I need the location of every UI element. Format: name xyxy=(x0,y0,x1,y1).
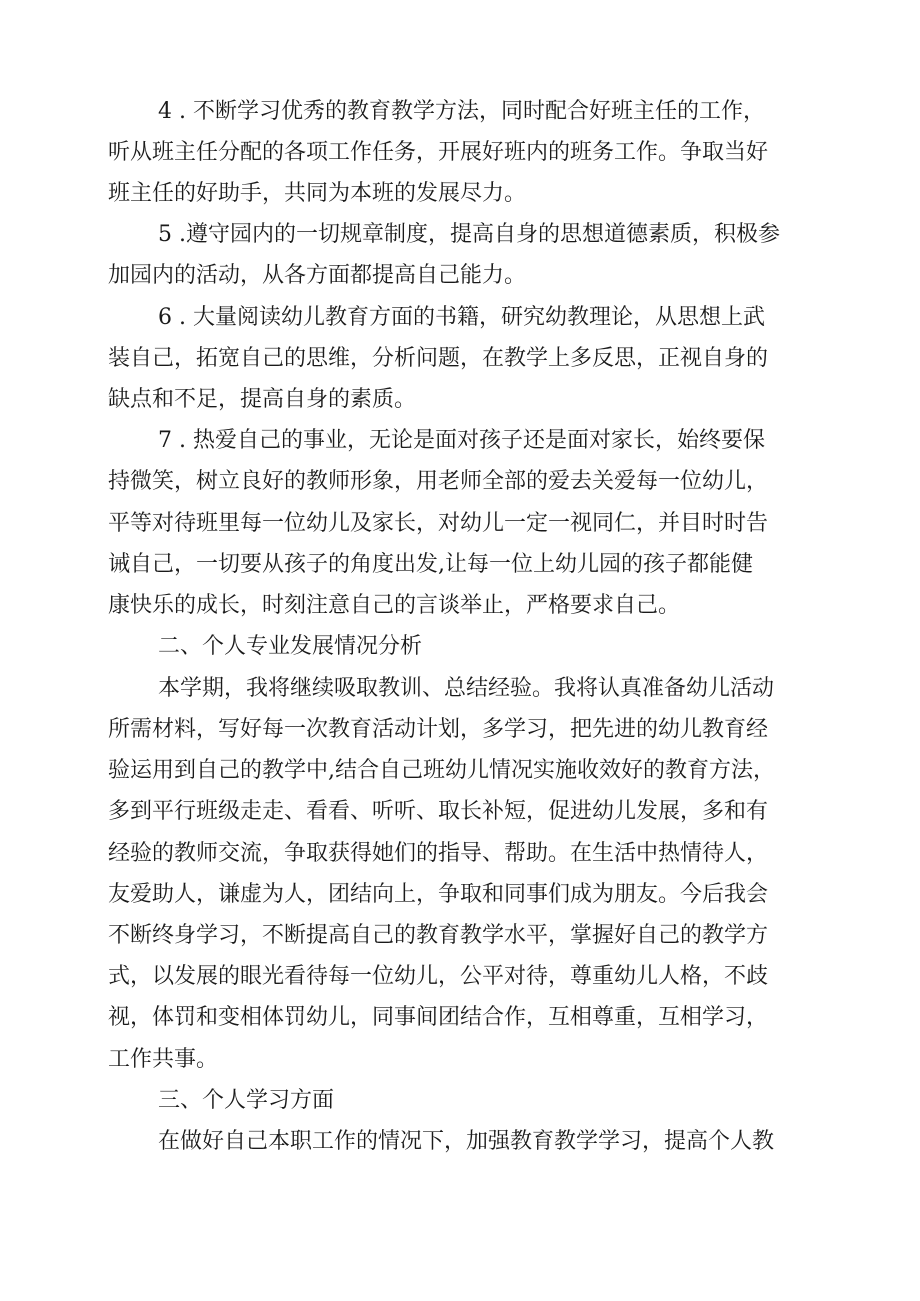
text-line: 在做好自己本职工作的情况下，加强教育教学学习，提高个人教 xyxy=(158,1129,775,1154)
text-line: 视，体罚和变相体罚幼儿，同事间团结合作，互相尊重，互相学习， xyxy=(108,1005,769,1030)
text-line: 康快乐的成长，时刻注意自己的言谈举止，严格要求自己。 xyxy=(108,593,681,618)
text-line: 工作共事。 xyxy=(108,1047,219,1072)
text-line: 加园内的活动，从各方面都提高自己能力。 xyxy=(108,263,527,288)
text-line: 听从班主任分配的各项工作任务，开展好班内的班务工作。争取当好 xyxy=(108,140,769,165)
text-line: 5 .遵守园内的一切规章制度，提高自身的思想道德素质，积极参 xyxy=(158,222,780,247)
text-line: 班主任的好助手，共同为本班的发展尽力。 xyxy=(108,181,527,206)
text-line: 持微笑，树立良好的教师形象，用老师全部的爱去关爱每一位幼儿， xyxy=(108,469,769,494)
text-line: 本学期，我将继续吸取教训、总结经验。我将认真准备幼儿活动 xyxy=(158,676,775,701)
text-line: 装自己，拓宽自己的思维，分析问题，在教学上多反思，正视自身的 xyxy=(108,346,769,371)
text-line: 6 . 大量阅读幼儿教育方面的书籍，研究幼教理论，从思想上武 xyxy=(158,305,765,330)
text-line: 不断终身学习，不断提高自己的教育教学水平，掌握好自己的教学方 xyxy=(108,923,769,948)
text-line: 7 . 热爱自己的事业，无论是面对孩子还是面对家长，始终要保 xyxy=(158,428,765,453)
section-heading: 三、个人学习方面 xyxy=(158,1088,335,1113)
text-line: 4 . 不断学习优秀的教育教学方法，同时配合好班主任的工作， xyxy=(158,99,765,124)
text-line: 多到平行班级走走、看看、听听、取长补短，促进幼儿发展，多和有 xyxy=(108,799,769,824)
text-line: 诫自己，一切要从孩子的角度出发,让每一位上幼儿园的孩子都能健 xyxy=(108,552,753,577)
text-line: 验运用到自己的教学中,结合自己班幼儿情况实施收效好的教育方法， xyxy=(108,758,775,783)
text-line: 式，以发展的眼光看待每一位幼儿，公平对待，尊重幼儿人格，不歧 xyxy=(108,964,769,989)
text-line: 友爱助人，谦虚为人，团结向上，争取和同事们成为朋友。今后我会 xyxy=(108,882,769,907)
text-line: 所需材料，写好每一次教育活动计划，多学习，把先进的幼儿教育经 xyxy=(108,717,769,742)
text-line: 平等对待班里每一位幼儿及家长，对幼儿一定一视同仁，并目时时告 xyxy=(108,511,769,536)
text-line: 经验的教师交流，争取获得她们的指导、帮助。在生活中热情待人， xyxy=(108,841,769,866)
text-line: 缺点和不足，提高自身的素质。 xyxy=(108,387,417,412)
section-heading: 二、个人专业发展情况分析 xyxy=(158,634,423,659)
